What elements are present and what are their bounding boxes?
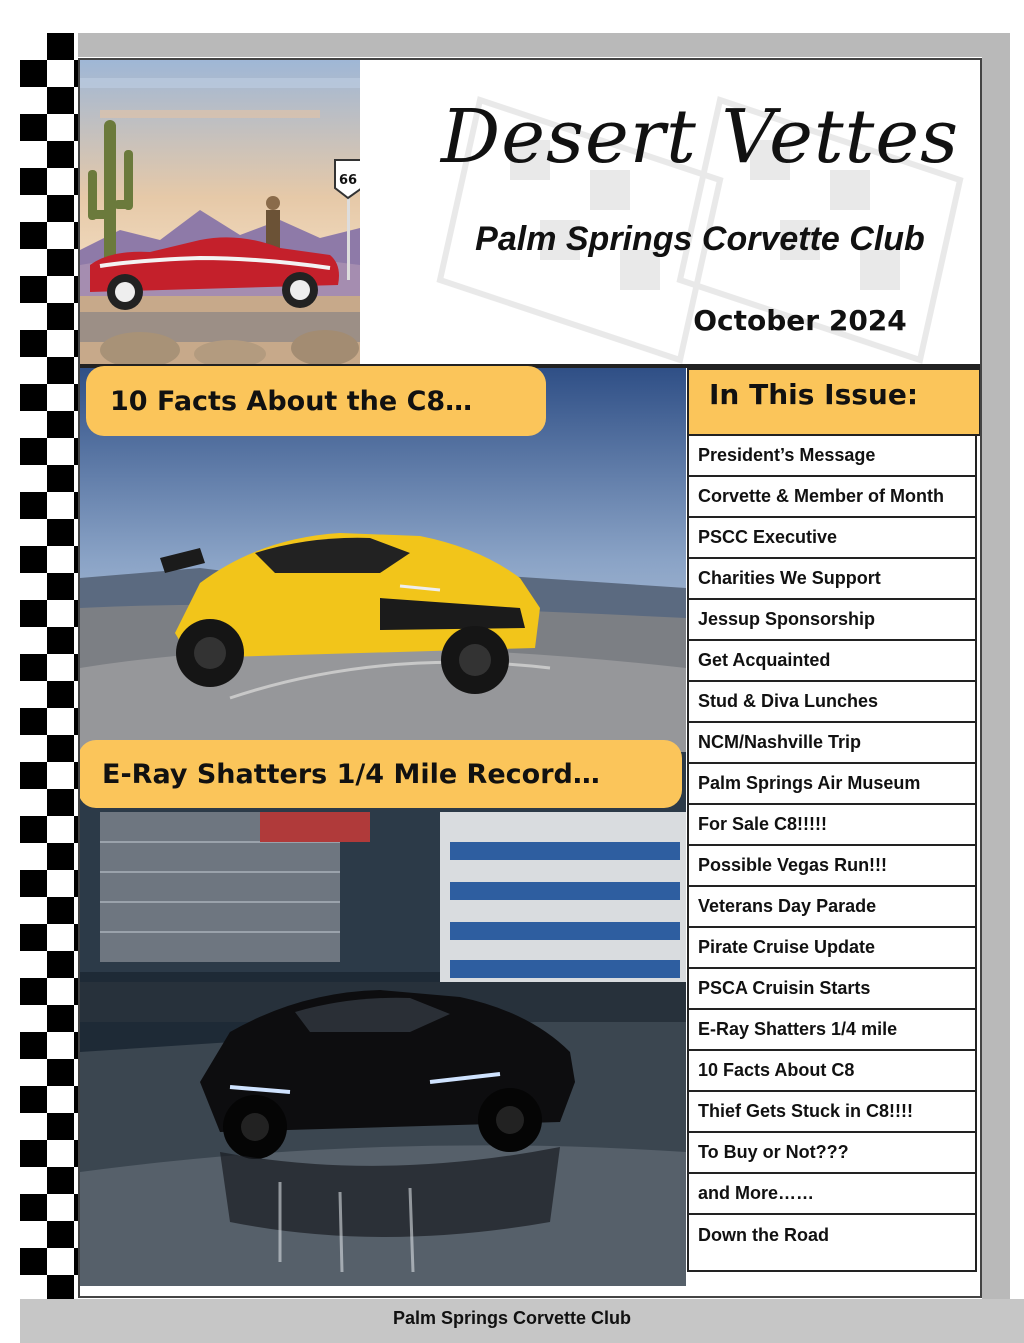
toc-item: and More…… — [689, 1174, 975, 1215]
issue-date: October 2024 — [693, 304, 907, 337]
toc-item: Possible Vegas Run!!! — [689, 846, 975, 887]
toc-item: Pirate Cruise Update — [689, 928, 975, 969]
toc-item: Veterans Day Parade — [689, 887, 975, 928]
story-banner-eray-record: E-Ray Shatters 1/4 Mile Record… — [78, 740, 682, 808]
page-border — [78, 58, 982, 1298]
toc-item: Jessup Sponsorship — [689, 600, 975, 641]
toc-item: Down the Road — [689, 1215, 975, 1272]
toc-item: 10 Facts About C8 — [689, 1051, 975, 1092]
newsletter-title: Desert Vettes — [440, 94, 960, 180]
frame-right — [982, 33, 1010, 1301]
frame-top — [78, 33, 1010, 57]
toc-heading: In This Issue: — [687, 368, 981, 436]
toc-item: PSCA Cruisin Starts — [689, 969, 975, 1010]
story-banner-c8-facts: 10 Facts About the C8… — [86, 366, 546, 436]
toc-item: Stud & Diva Lunches — [689, 682, 975, 723]
toc-item: Charities We Support — [689, 559, 975, 600]
toc-item: Thief Gets Stuck in C8!!!! — [689, 1092, 975, 1133]
route-66-sign: 66 — [338, 173, 358, 188]
toc-item: Corvette & Member of Month — [689, 477, 975, 518]
toc-item: NCM/Nashville Trip — [689, 723, 975, 764]
toc-item: Get Acquainted — [689, 641, 975, 682]
toc-item: President’s Message — [689, 436, 975, 477]
toc-item: E-Ray Shatters 1/4 mile — [689, 1010, 975, 1051]
club-name: Palm Springs Corvette Club — [475, 220, 925, 258]
checkered-flag-strip — [20, 33, 78, 1299]
toc-item: To Buy or Not??? — [689, 1133, 975, 1174]
toc-item: PSCC Executive — [689, 518, 975, 559]
toc-item: Palm Springs Air Museum — [689, 764, 975, 805]
footer-club-name: Palm Springs Corvette Club — [392, 1308, 632, 1328]
toc-item: For Sale C8!!!!! — [689, 805, 975, 846]
